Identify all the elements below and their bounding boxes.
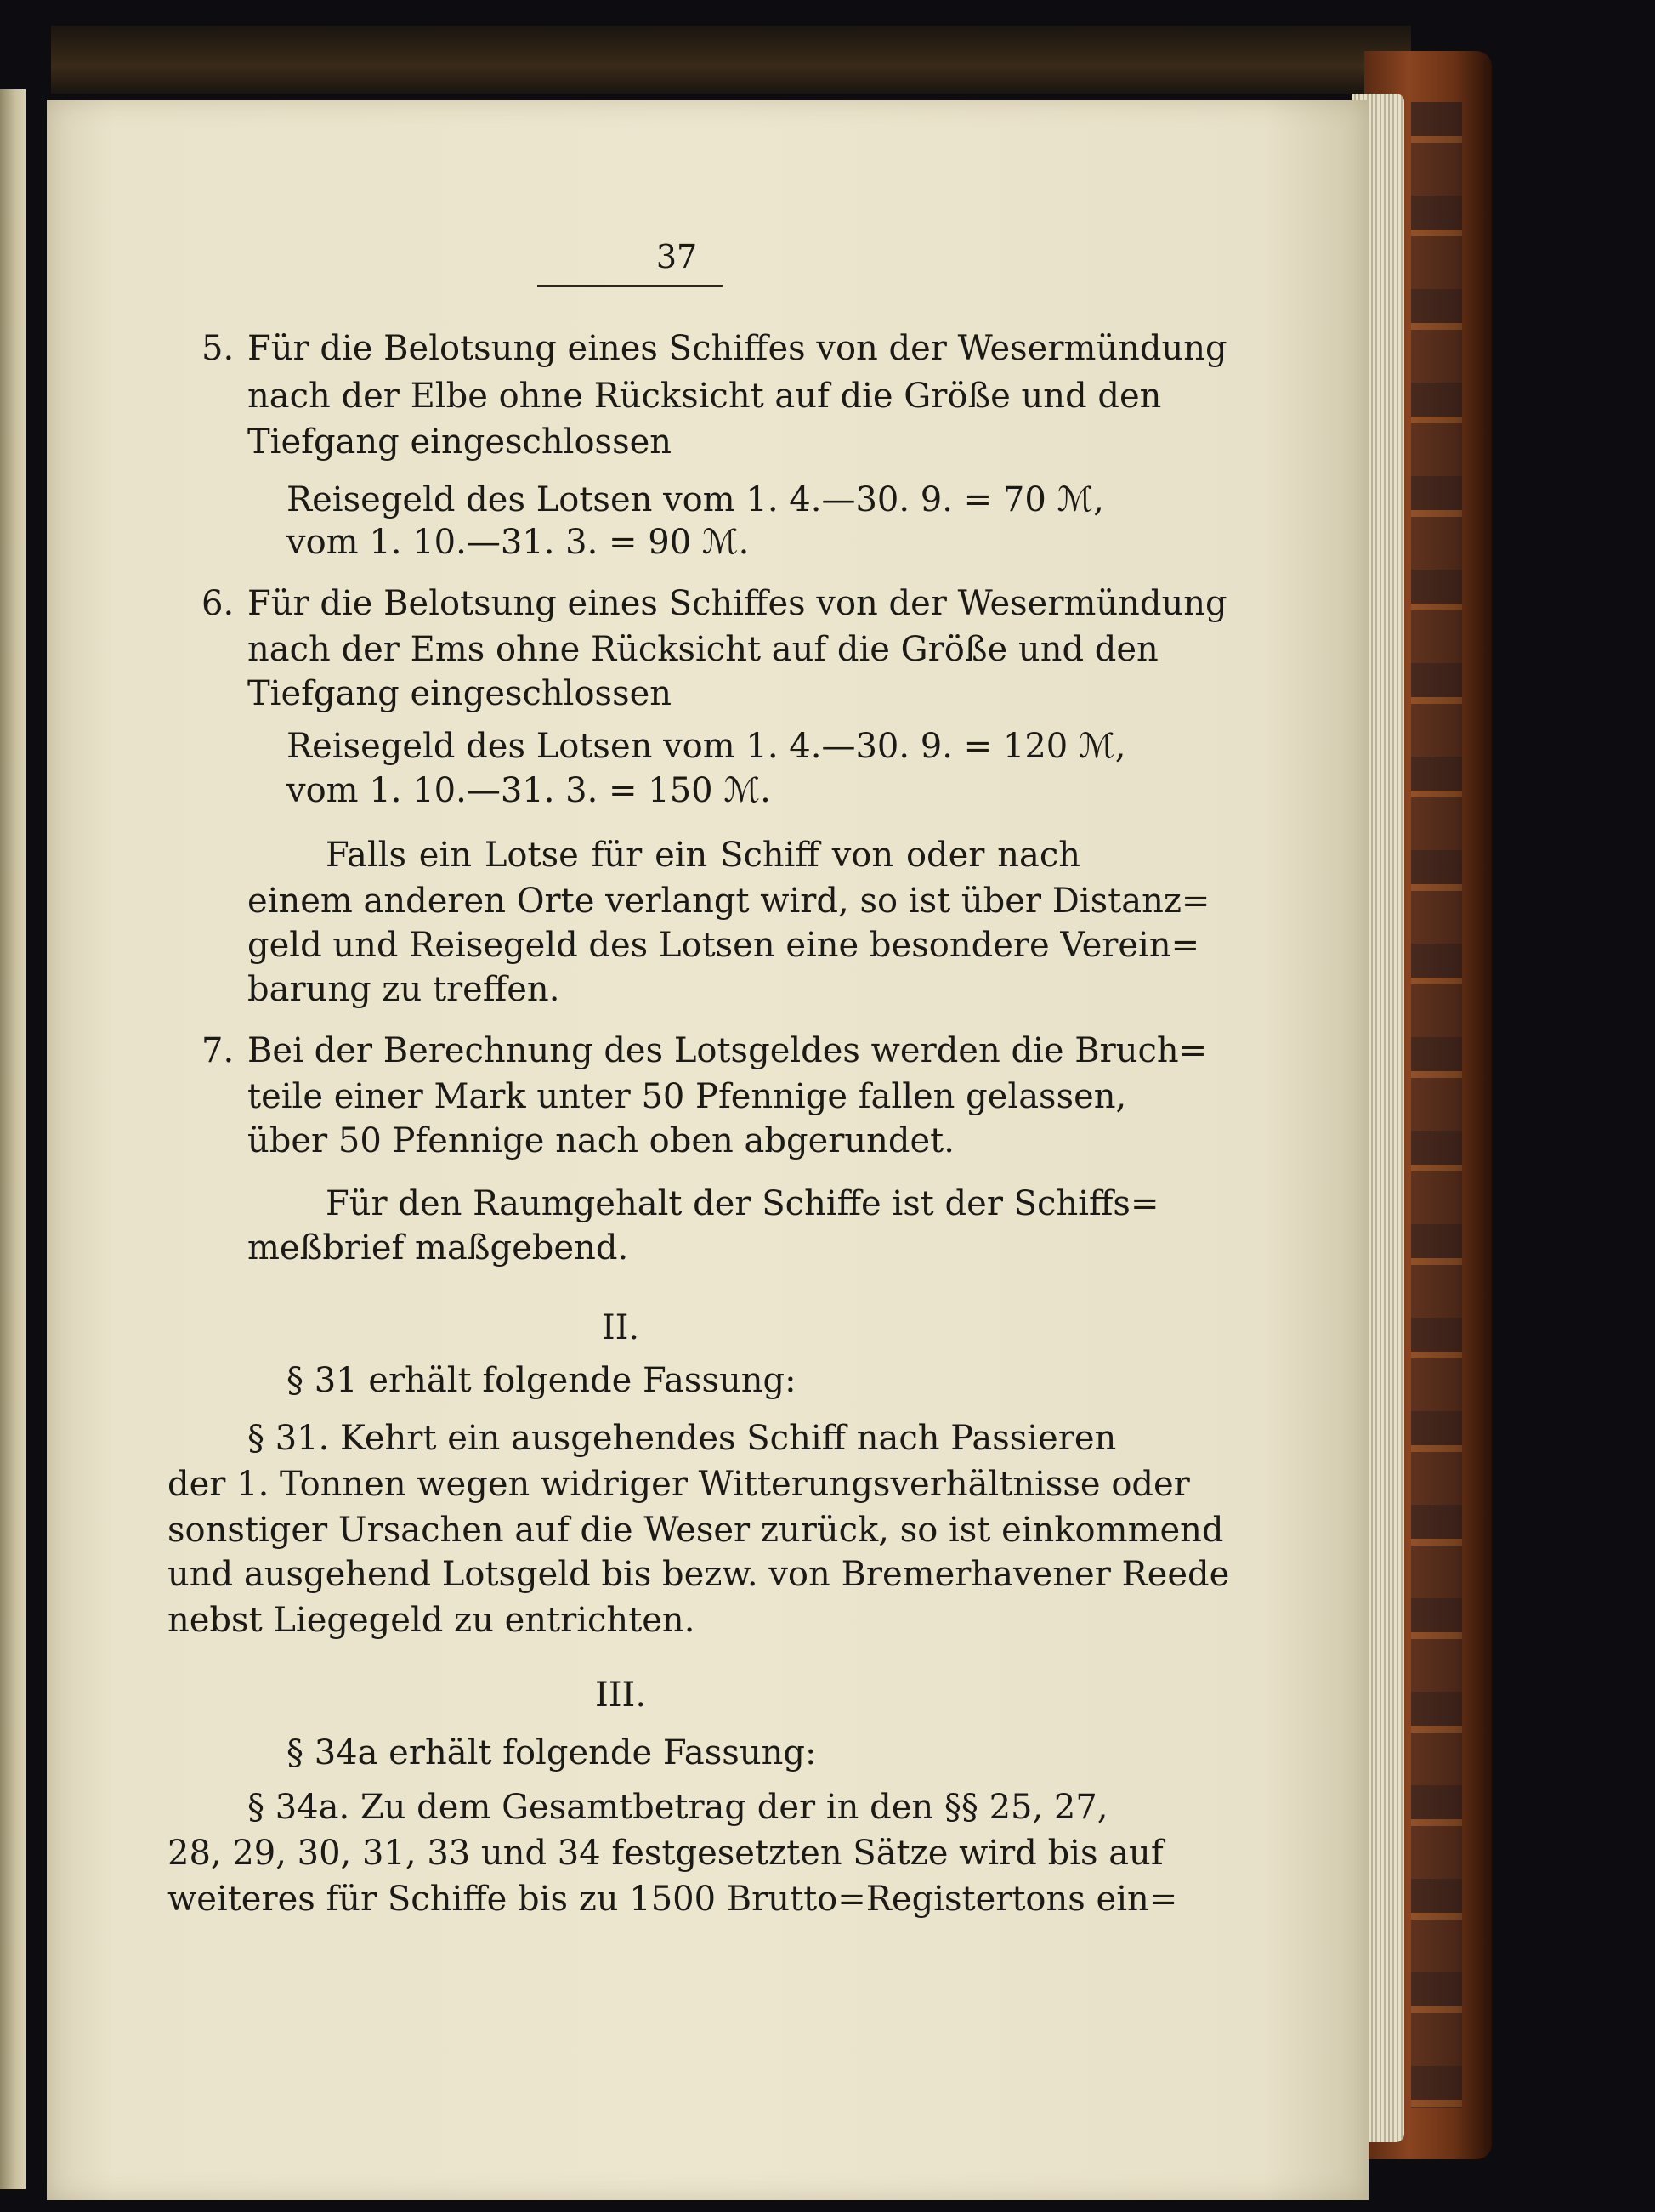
section-3-line-2: 28, 29, 30, 31, 33 und 34 festgesetzten Sätze wird bis auf xyxy=(167,1834,1164,1873)
item-6-note-line-3: geld und Reisegeld des Lotsen eine besondere Verein= xyxy=(247,926,1200,965)
item-6-note-line-2: einem anderen Orte verlangt wird, so ist über Distanz= xyxy=(247,882,1210,921)
item-7-para-line-1: Für den Raumgehalt der Schiffe ist der Schiffs= xyxy=(326,1184,1159,1223)
item-5-line-3: Tiefgang eingeschlossen xyxy=(247,423,672,462)
item-7-line-3: über 50 Pfennige nach oben abgerundet. xyxy=(247,1121,955,1160)
item-6-line-1: Für die Belotsung eines Schiffes von der Wesermündung xyxy=(247,584,1227,623)
item-6-line-3: Tiefgang eingeschlossen xyxy=(247,674,672,713)
facing-page-edge xyxy=(0,89,26,2189)
item-6-note-line-4: barung zu treffen. xyxy=(247,970,560,1009)
item-5-line-2: nach der Elbe ohne Rücksicht auf die Größe und den xyxy=(247,377,1162,416)
item-7-line-1: Bei der Berechnung des Lotsgeldes werden die Bruch= xyxy=(247,1031,1208,1070)
section-2-line-2: der 1. Tonnen wegen widriger Witterungsverhältnisse oder xyxy=(167,1465,1190,1504)
header-rule xyxy=(537,285,723,287)
item-5-fee-winter: vom 1. 10.—31. 3. = 90 ℳ. xyxy=(286,523,750,562)
section-2-line-1: § 31. Kehrt ein ausgehendes Schiff nach Passieren xyxy=(247,1419,1117,1458)
item-7-line-2: teile einer Mark unter 50 Pfennige fallen gelassen, xyxy=(247,1077,1127,1116)
section-2-line-3: sonstiger Ursachen auf die Weser zurück, so ist einkommend xyxy=(167,1511,1224,1550)
section-2-line-5: nebst Liegegeld zu entrichten. xyxy=(167,1601,695,1640)
page-number: 37 xyxy=(655,238,698,275)
book-top-board xyxy=(51,26,1411,94)
section-3-heading: III. xyxy=(594,1676,647,1715)
section-2-heading: II. xyxy=(601,1308,640,1347)
section-3-intro: § 34a erhält folgende Fassung: xyxy=(286,1733,817,1772)
item-6-note-line-1: Falls ein Lotse für ein Schiff von oder nach xyxy=(326,836,1080,875)
section-3-line-3: weiteres für Schiffe bis zu 1500 Brutto=Registertons ein= xyxy=(167,1880,1178,1919)
section-2-intro: § 31 erhält folgende Fassung: xyxy=(286,1361,796,1400)
item-7-para-line-2: meßbrief maßgebend. xyxy=(247,1228,629,1268)
section-3-line-1: § 34a. Zu dem Gesamtbetrag der in den §§ 25, 27, xyxy=(247,1788,1108,1827)
item-6-fee-summer: Reisegeld des Lotsen vom 1. 4.—30. 9. = 120 ℳ, xyxy=(286,727,1126,766)
item-6-number: 6. xyxy=(201,584,235,623)
item-5-line-1: Für die Belotsung eines Schiffes von der Wesermündung xyxy=(247,329,1227,368)
item-5-number: 5. xyxy=(201,329,235,368)
item-6-line-2: nach der Ems ohne Rücksicht auf die Größe und den xyxy=(247,630,1159,669)
cover-tooling xyxy=(1411,102,1462,2108)
item-5-fee-summer: Reisegeld des Lotsen vom 1. 4.—30. 9. = 70 ℳ, xyxy=(286,480,1104,519)
section-2-line-4: und ausgehend Lotsgeld bis bezw. von Bremerhavener Reede xyxy=(167,1555,1230,1594)
item-6-fee-winter: vom 1. 10.—31. 3. = 150 ℳ. xyxy=(286,771,771,810)
item-7-number: 7. xyxy=(201,1031,235,1070)
